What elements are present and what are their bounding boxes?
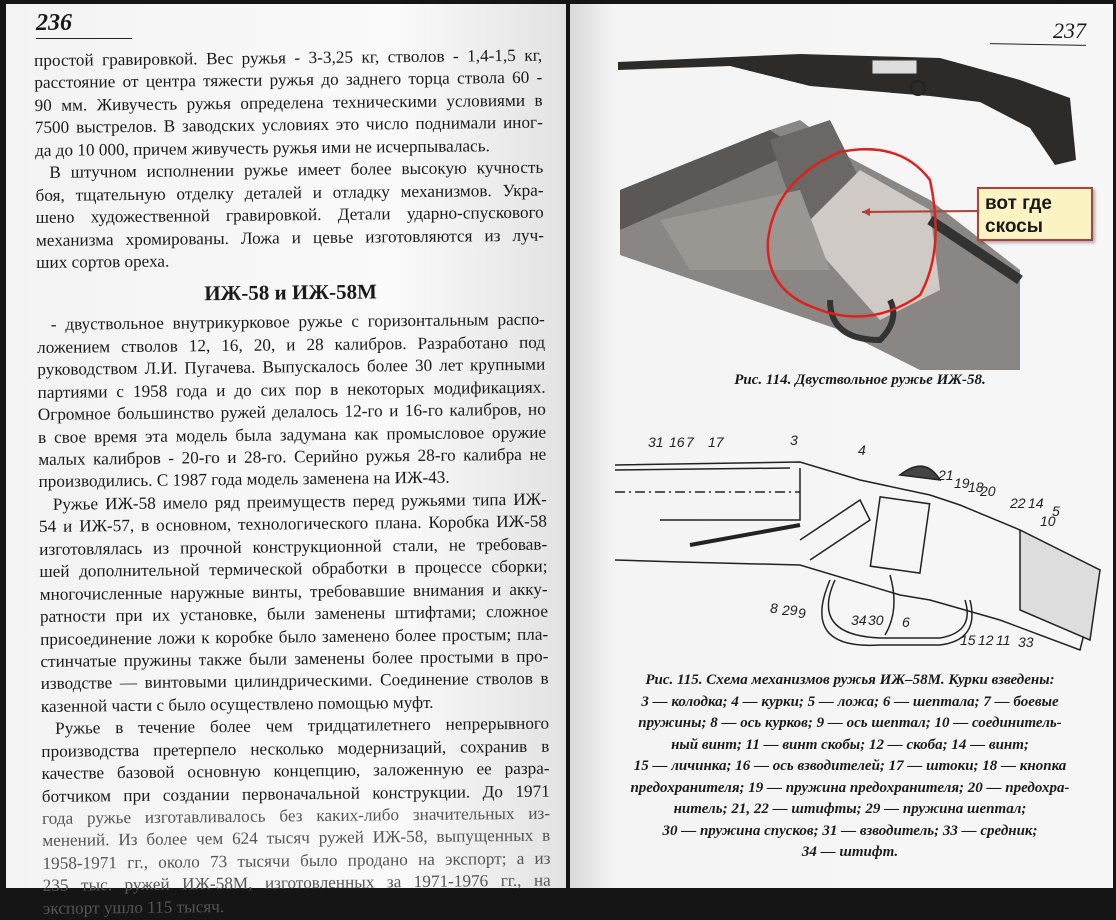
callout-text: вот где	[985, 193, 1052, 214]
text-line: Ружье в течение более чем тридцатилетнего непрерывного	[55, 713, 550, 739]
diagram-label: 4	[858, 442, 866, 458]
callout-arrow	[862, 211, 977, 212]
text-line: 90 мм. Живучесть ружья определена техническими условиями в	[34, 90, 543, 115]
diagram-label: 15	[960, 632, 976, 648]
diagram-label: 29	[782, 602, 798, 618]
diagram-label: 10	[1040, 513, 1056, 529]
text-line: изготовлялась из прочной конструкционной стали, не требовав-	[39, 534, 548, 559]
text-line: в свое время эта модель была задумана как промысловое оружие	[37, 422, 547, 447]
text-line: казенной части с было осуществлено помощью муфт.	[40, 692, 434, 716]
caption-line: 3 — колодка; 4 — курки; 5 — ложа; 6 — шептала; 7 — боевые	[641, 693, 1059, 710]
diagram-label: 33	[1018, 634, 1034, 650]
figure-115-caption	[600, 670, 1100, 864]
left-page-text	[34, 45, 551, 920]
text-line: присоединение ложи к коробке было заменено более простым; пла-	[40, 624, 549, 649]
header-rule-left	[36, 38, 132, 39]
diagram-label: 21	[938, 467, 954, 483]
caption-line: 15 — личинка; 16 — ось взводителей; 17 — штоки; 18 — кнопка	[633, 758, 1067, 774]
figure-115-diagram	[600, 420, 1116, 660]
diagram-label: 19	[954, 475, 970, 491]
text-line: 54 и ИЖ-57, в основном, технологического плана. Коробка ИЖ-58	[38, 511, 548, 537]
caption-line: 34 — штифт.	[801, 844, 899, 860]
text-line: экспорт ушло 115 тысяч.	[42, 896, 225, 918]
diagram-label: 6	[902, 614, 910, 630]
diagram-label: 3	[790, 432, 798, 448]
text-line: качестве базовой основную концепцию, заложенную ее разра-	[41, 758, 550, 784]
page-number-right: 237	[1053, 18, 1086, 43]
diagram-label: 34	[851, 612, 867, 628]
diagram-label: 11	[996, 632, 1011, 648]
text-line: В штучном исполнении ружье имеет более высокую кучность	[49, 157, 544, 183]
full-gun-illustration	[618, 54, 1076, 165]
caption-line: предохранителя; 19 — пружина предохранителя; 20 — предохра-	[630, 779, 1070, 796]
text-line: - двуствольное внутрикурковое ружье с горизонтальным распо-	[50, 310, 545, 335]
text-line: шей дополнительной термической обработки в процессе сборки;	[39, 556, 548, 582]
diagram-label: 7	[686, 434, 694, 450]
figure-114-caption: Рис. 114. Двуствольное ружье ИЖ-58.	[734, 372, 986, 388]
text-line: ботчиком при создании первоначальной конструкции. До 1971	[41, 781, 550, 806]
text-line: производства претерпело несколько модернизаций, сохранив в	[41, 736, 550, 761]
diagram-label: 20	[980, 483, 996, 499]
text-line: стинчатые пружины также были заменены более простыми в про-	[40, 646, 549, 671]
text-line: малых калибров - 20-го и 28-го. Серийно ружья 28-го калибра не	[38, 444, 547, 469]
text-line: боя, тщательную отделку деталей и отладку механизмов. Укра-	[35, 180, 544, 205]
diagram-label: 30	[868, 612, 884, 628]
text-line: механизма хромированы. Ложа и цевье изготовляются из луч-	[35, 225, 545, 250]
text-line: 1958-1971 гг., около 73 тысячи было продано на экспорт; а из	[42, 848, 551, 873]
caption-line: Рис. 115. Схема механизмов ружья ИЖ–58М. Курки взведены:	[645, 672, 1055, 688]
diagram-label: 5	[1052, 503, 1060, 519]
text-line: да до 10 000, причем живучесть ружья ими не исчерпывалась.	[34, 135, 490, 160]
text-line: ших сортов ореха.	[36, 251, 170, 272]
callout-box	[977, 187, 1093, 241]
diagram-label: 16	[669, 434, 685, 450]
text-line: 7500 выстрелов. В заводских условиях это число поднимали иног-	[34, 112, 543, 138]
text-line: 235 тыс. ружей ИЖ-58М, изготовленных за 1971-1976 гг., на	[42, 870, 551, 896]
text-line: многочисленные наружные винты, требовавшие внимания и акку-	[39, 579, 548, 604]
section-heading: ИЖ-58 и ИЖ-58М	[204, 279, 377, 306]
diagram-label: 18	[968, 479, 984, 495]
diagram-label: 31	[648, 434, 664, 450]
text-line: менений. Из более чем 624 тысяч ружей ИЖ-58, выпущенных в	[42, 826, 551, 851]
caption-line: ный винт; 11 — винт скобы; 12 — скоба; 14 — винт;	[671, 736, 1029, 753]
diagram-label: 14	[1028, 495, 1044, 511]
caption-line: нитель; 21, 22 — штифты; 29 — пружина шептал;	[673, 801, 1027, 817]
diagram-label: 12	[978, 632, 994, 648]
text-line: простой гравировкой. Вес ружья - 3-3,25 кг, стволов - 1,4-1,5 кг,	[34, 45, 543, 70]
text-line: Огромное большинство ружей делалось 12-го и 16-го калибров, но	[37, 399, 546, 425]
text-line: производились. С 1987 года модель заменена на ИЖ-43.	[38, 468, 450, 492]
callout-text: скосы	[985, 216, 1043, 237]
text-line: ратности при их установке, были заменены штифтами; сложное	[39, 601, 549, 627]
diagram-label: 9	[798, 605, 806, 621]
diagram-label: 8	[770, 600, 778, 616]
text-line: партиями с 1958 года и до сих пор в некоторых модификациях.	[37, 377, 546, 402]
text-line: года ружье изготавливалось без каких-либо значительных из-	[41, 803, 551, 828]
caption-line: пружины; 8 — ось курков; 9 — ось шептал; 10 — соединитель-	[638, 715, 1062, 731]
caption-line: 30 — пружина спусков; 31 — взводитель; 33 — средник;	[662, 822, 1038, 839]
text-line: изводстве — винтовыми цилиндрическими. Соединение стволов в	[40, 669, 549, 694]
diagram-label: 22	[1010, 495, 1026, 511]
text-line: ложением стволов 12, 16, 20, и 28 калибров. Разработано под	[37, 332, 546, 357]
diagram-label: 17	[708, 434, 724, 450]
text-line: Ружье ИЖ-58 имело ряд преимуществ перед ружьями типа ИЖ-	[52, 489, 547, 514]
text-line: руководством Л.И. Пугачева. Выпускалось более 30 лет крупными	[37, 354, 546, 380]
text-line: шено художественной гравировкой. Детали ударно-спускового	[35, 202, 544, 228]
text-line: расстояние от центра тяжести ружья до заднего торца ствола 60 -	[34, 68, 543, 93]
page-number-left: 236	[36, 10, 72, 36]
action-closeup-illustration	[620, 120, 1020, 370]
